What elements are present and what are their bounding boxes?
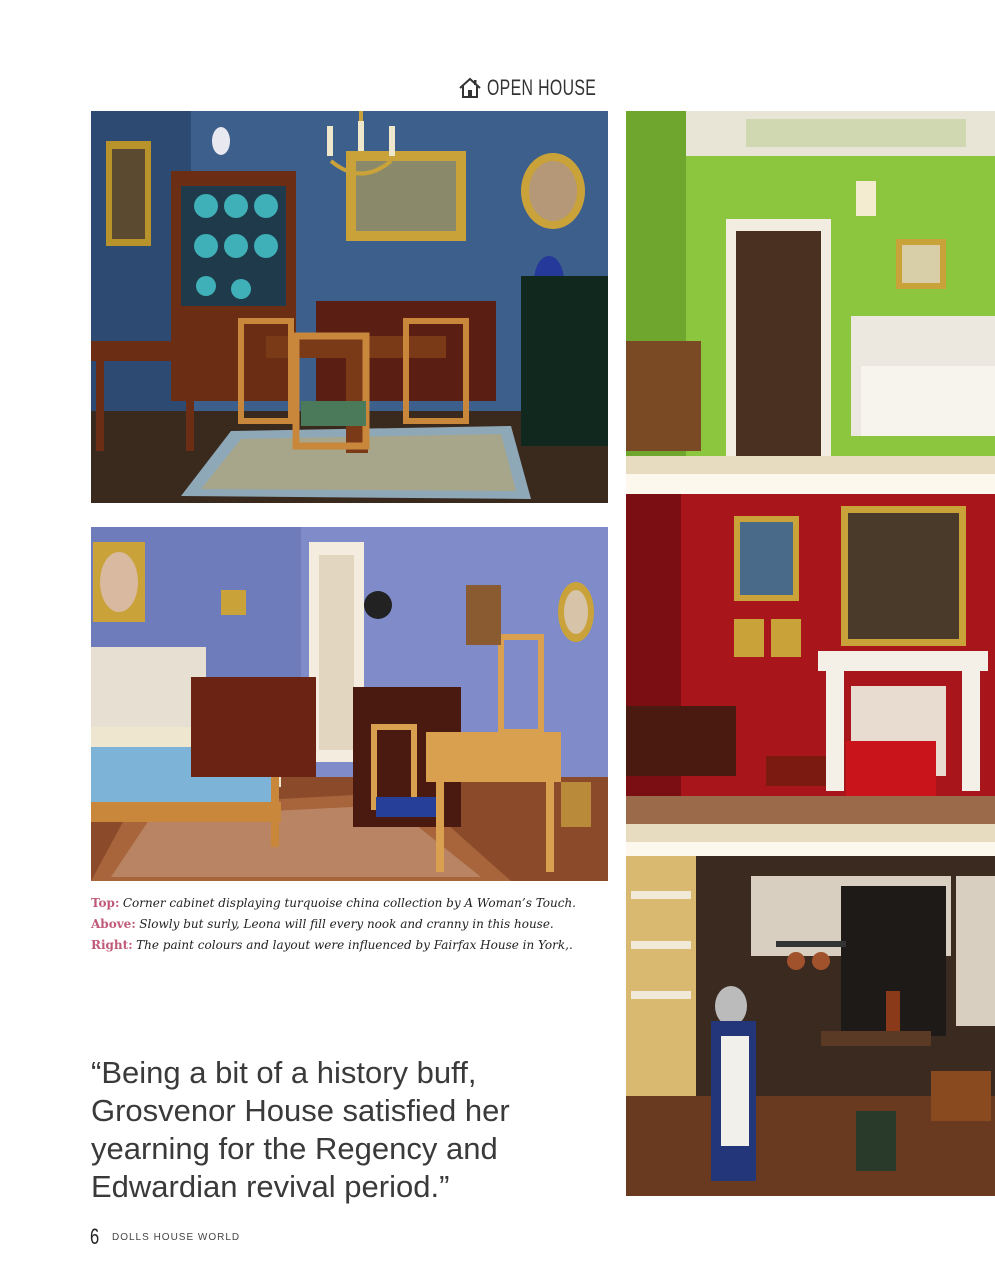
caption-label: Right: (91, 938, 133, 952)
photo-house-cross-section (626, 111, 995, 1196)
pull-quote (91, 1054, 591, 1206)
caption-label: Above: (91, 917, 136, 931)
caption-top (91, 893, 611, 914)
caption-text: The paint colours and layout were influenced by Fairfax House in York,. (136, 938, 573, 952)
pull-quote-line: “Being a bit of a history buff, (91, 1055, 477, 1090)
caption-right (91, 935, 611, 956)
photo-captions (91, 893, 611, 956)
section-title: OPEN HOUSE (487, 75, 597, 100)
caption-above (91, 914, 611, 935)
caption-text: Slowly but surly, Leona will fill every nook and cranny in this house. (139, 917, 554, 931)
pull-quote-line: yearning for the Regency and (91, 1131, 498, 1166)
caption-label: Top: (91, 896, 120, 910)
page-footer (90, 1224, 240, 1250)
pull-quote-line: Edwardian revival period.” (91, 1169, 450, 1204)
section-header (457, 73, 639, 103)
caption-text: Corner cabinet displaying turquoise china collection by A Woman’s Touch. (122, 896, 576, 910)
page-number: 6 (90, 1224, 100, 1249)
photo-bedroom (91, 527, 608, 881)
photo-dining-room (91, 111, 608, 503)
magazine-name: DOLLS HOUSE WORLD (112, 1231, 241, 1243)
pull-quote-line: Grosvenor House satisfied her (91, 1093, 510, 1128)
house-icon (457, 75, 483, 101)
